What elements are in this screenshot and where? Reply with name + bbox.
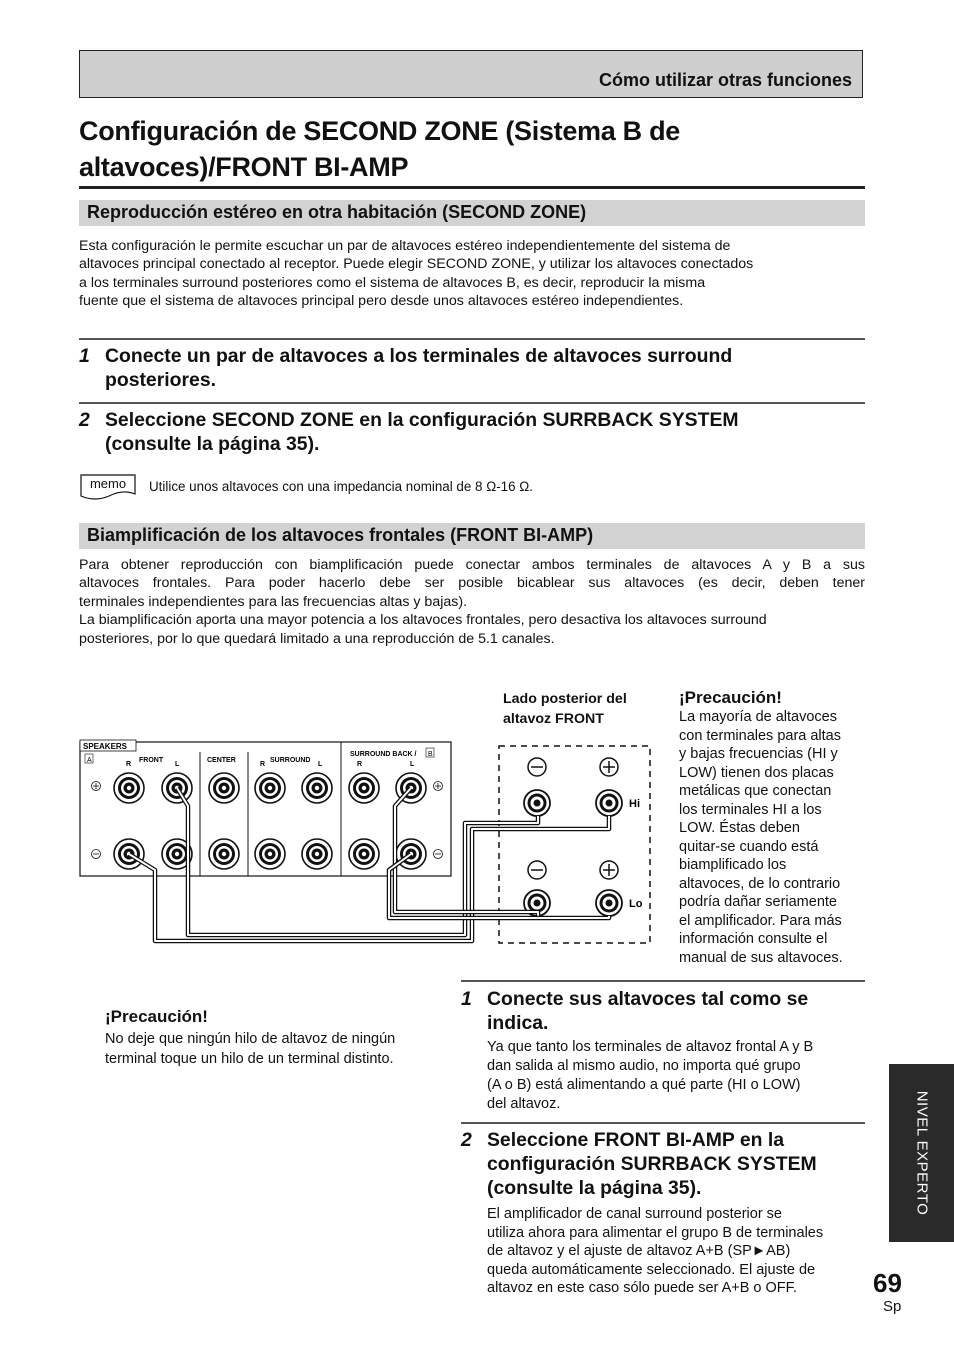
bi-amp-step-1 <box>461 987 865 1039</box>
title-rule <box>79 186 865 189</box>
caution-left <box>105 1006 450 1069</box>
step-rule <box>461 1122 865 1124</box>
step-body-line: altavoz en este caso sólo puede ser A+B o OFF. <box>487 1280 797 1296</box>
surround-back-label: SURROUND BACK / <box>350 751 417 758</box>
step-text-line: (consulte la página 35). <box>487 1177 702 1199</box>
section-header-text: Cómo utilizar otras funciones <box>598 70 852 90</box>
page-title-line-1: Configuración de SECOND ZONE (Sistema B de <box>79 116 680 146</box>
bi-amp-line: terminales independientes para las frecuencias altas y bajas). <box>79 593 468 610</box>
step-body-line: Ya que tanto los terminales de altavoz frontal A y B <box>487 1039 814 1055</box>
caution-line: con terminales para altas <box>679 727 841 744</box>
caution-line: el amplificador. Para más <box>679 912 842 929</box>
wiring-diagram <box>75 685 675 985</box>
step-text-line: configuración SURRBACK SYSTEM <box>487 1153 817 1175</box>
bi-amp-line: altavoces frontales. Para poder hacerlo debe ser posible bicablear sus altavoces (es decir, deben tener <box>79 575 865 592</box>
page-number: 69 <box>873 1268 902 1298</box>
caution-line: LOW. Éstas deben <box>679 820 800 836</box>
step-body-line: del altavoz. <box>487 1096 561 1112</box>
caution-line: metálicas que conectan <box>679 783 832 799</box>
bi-amp-step-2-body <box>487 1205 867 1298</box>
step-text-line: Conecte un par de altavoces a los terminales de altavoces surround <box>105 345 733 367</box>
bi-amp-paragraph <box>79 556 865 648</box>
caution-line: terminal toque un hilo de un terminal distinto. <box>105 1051 394 1067</box>
bi-amp-step-2 <box>461 1128 865 1204</box>
caution-line: quitar-se cuando está <box>679 838 819 855</box>
second-zone-step-1 <box>79 344 865 394</box>
section-header-bar <box>79 50 863 98</box>
step-body-line: utiliza ahora para alimentar el grupo B de terminales <box>487 1224 824 1241</box>
step-body-line: El amplificador de canal surround posterior se <box>487 1206 782 1222</box>
caution-line: biamplificado los <box>679 857 787 873</box>
step-text-line: Conecte sus altavoces tal como se <box>487 988 809 1010</box>
front-label: FRONT <box>139 757 164 764</box>
a-label: A <box>87 757 92 764</box>
bi-amp-line: Para obtener reproducción con biamplificación puede conectar ambos terminales de altavoces A y B a sus <box>79 557 865 573</box>
caution-line: altavoces, de lo contrario <box>679 875 841 892</box>
memo-label: memo <box>89 476 127 491</box>
caution-line: La mayoría de altavoces <box>679 709 837 725</box>
l-label: L <box>175 761 180 768</box>
caution-line: los terminales HI a los <box>679 801 822 818</box>
step-number: 1 <box>461 988 472 1010</box>
center-label: CENTER <box>207 757 236 764</box>
step-text-line: Seleccione SECOND ZONE en la configuración SURRBACK SYSTEM <box>105 409 739 431</box>
step-body-line: queda automáticamente seleccionado. El ajuste de <box>487 1261 816 1278</box>
lo-label: Lo <box>629 898 643 910</box>
second-zone-line: Esta configuración le permite escuchar un par de altavoces estéreo independientemente del sistema de <box>79 238 731 254</box>
hi-label: Hi <box>629 798 640 810</box>
caution-line: No deje que ningún hilo de altavoz de ningún <box>105 1031 396 1047</box>
l-label: L <box>410 761 415 768</box>
caution-line: manual de sus altavoces. <box>679 949 843 966</box>
second-zone-heading: Reproducción estéreo en otra habitación (SECOND ZONE) <box>79 200 865 226</box>
side-tab <box>889 1064 954 1242</box>
step-body-line: dan salida al mismo audio, no importa qué grupo <box>487 1058 801 1074</box>
caution-line: y bajas frecuencias (HI y <box>679 746 838 762</box>
step-text-line: posteriores. <box>105 369 216 391</box>
caution-right <box>679 688 869 967</box>
r-label: R <box>260 761 266 768</box>
rear-caption-line: altavoz FRONT <box>503 710 604 727</box>
step-rule <box>79 338 865 340</box>
caution-left-text <box>105 1029 450 1069</box>
caution-line: podría dañar seriamente <box>679 894 837 910</box>
second-zone-paragraph <box>79 237 865 311</box>
second-zone-line: a los terminales surround posteriores como el sistema de altavoces B, es decir, reproducir la misma <box>79 274 706 291</box>
bi-amp-heading: Biamplificación de los altavoces frontales (FRONT BI-AMP) <box>79 523 865 549</box>
caution-heading: ¡Precaución! <box>679 688 782 707</box>
speakers-label: SPEAKERS <box>83 742 128 751</box>
step-text-line: indica. <box>487 1012 549 1034</box>
page-title-line-2: altavoces)/FRONT BI-AMP <box>79 152 409 182</box>
memo-text: Utilice unos altavoces con una impedancia nominal de 8 Ω-16 Ω. <box>149 479 534 494</box>
step-body-line: de altavoz y el ajuste de altavoz A+B (SP►AB) <box>487 1243 791 1259</box>
caution-line: LOW) tienen dos placas <box>679 764 834 781</box>
caution-heading: ¡Precaución! <box>105 1007 208 1026</box>
step-number: 1 <box>79 345 90 367</box>
b-label: B <box>428 751 433 758</box>
speaker-rear-caption <box>503 690 627 729</box>
l-label: L <box>318 761 323 768</box>
step-body-line: (A o B) está alimentando a qué parte (HI o LOW) <box>487 1077 801 1093</box>
page-title <box>79 113 869 185</box>
second-zone-line: fuente que el sistema de altavoces principal pero desde unos altavoces estéreo independientes. <box>79 293 684 310</box>
surround-label: SURROUND <box>270 757 311 764</box>
r-label: R <box>126 761 132 768</box>
page-language: Sp <box>883 1298 902 1315</box>
step-rule <box>79 402 865 404</box>
step-number: 2 <box>79 409 90 431</box>
r-label: R <box>357 761 363 768</box>
caution-line: información consulte el <box>679 931 828 947</box>
bi-amp-line: posteriores, por lo que quedará limitado a una reproducción de 5.1 canales. <box>79 630 555 647</box>
rear-caption-line: Lado posterior del <box>503 691 627 707</box>
second-zone-step-2 <box>79 408 865 458</box>
step-number: 2 <box>461 1129 472 1151</box>
bi-amp-step-1-body <box>487 1038 867 1114</box>
memo-icon <box>79 472 137 498</box>
side-tab-label: NIVEL EXPERTO <box>913 1090 930 1216</box>
bi-amp-line: La biamplificación aporta una mayor potencia a los altavoces frontales, pero desactiva los altavoces surround <box>79 612 767 629</box>
step-text-line: Seleccione FRONT BI-AMP en la <box>487 1129 785 1151</box>
step-text-line: (consulte la página 35). <box>105 433 320 455</box>
step-rule <box>461 980 865 982</box>
caution-right-text <box>679 708 869 967</box>
second-zone-line: altavoces principal conectado al receptor. Puede elegir SECOND ZONE, y utilizar los altavoces conectados <box>79 256 754 273</box>
